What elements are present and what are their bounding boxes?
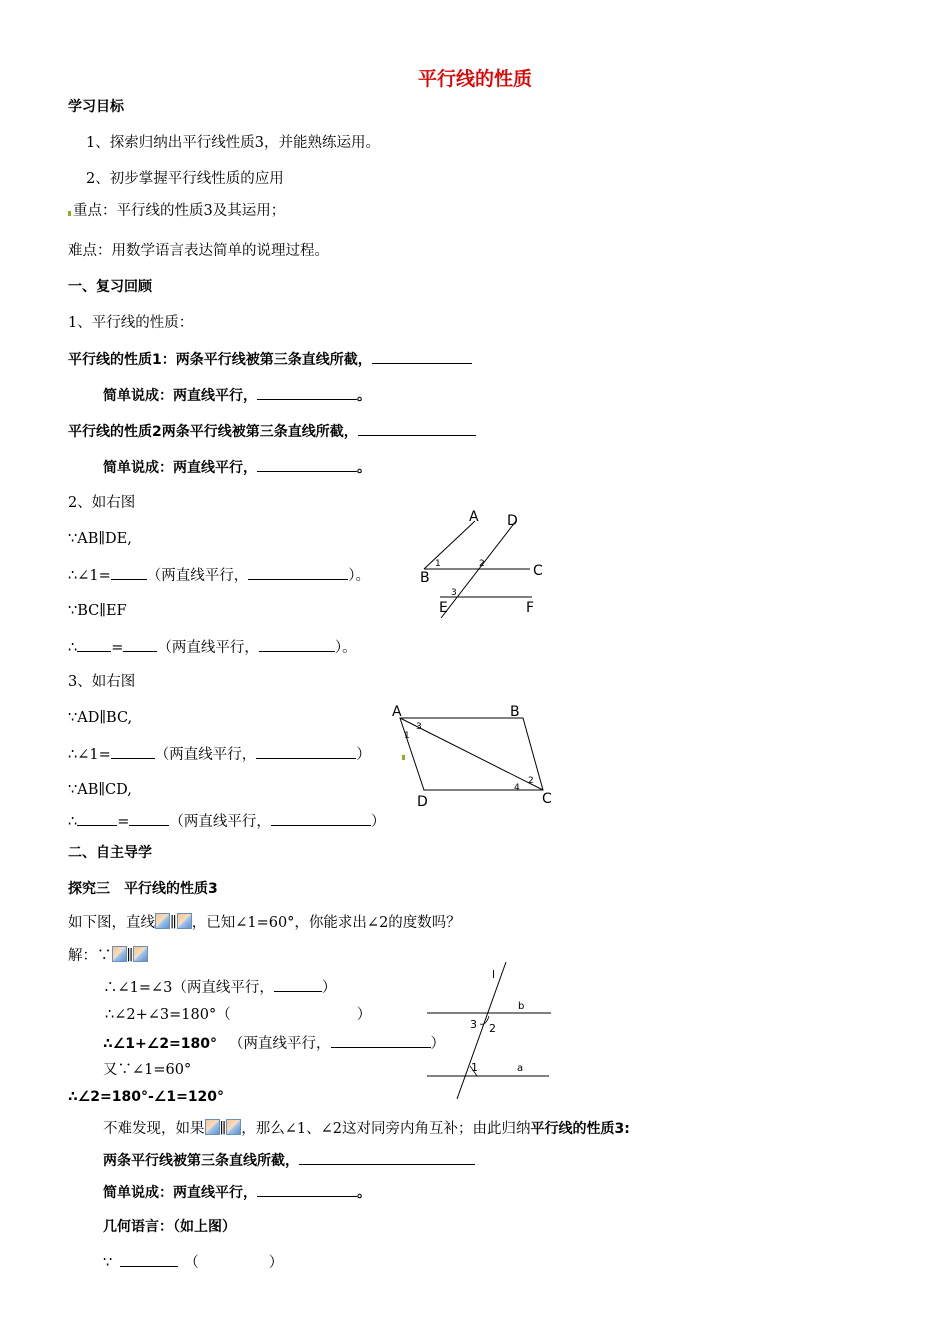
geometry-language: 几何语言：（如上图） (103, 1219, 236, 1235)
text: 解：∵ (68, 948, 112, 964)
text: （两直线平行， (169, 814, 271, 830)
answer-blank[interactable] (256, 744, 356, 759)
text: 平行线的性质3: (530, 1121, 630, 1137)
text: ，已知∠1=60°，你能求出∠2的度数吗？ (191, 915, 461, 931)
answer-blank[interactable] (120, 1252, 178, 1267)
line-a-image-icon (226, 1119, 241, 1135)
answer-blank[interactable] (257, 457, 357, 472)
text: ） (356, 747, 371, 763)
answer-blank[interactable] (129, 811, 169, 826)
label-c: C (542, 791, 552, 807)
text: （ (184, 1255, 199, 1271)
review-q3: 3、如右图 (68, 674, 136, 690)
angle-1: 1 (471, 1061, 478, 1074)
answer-blank[interactable] (257, 385, 357, 400)
answer-blank[interactable] (331, 1033, 431, 1048)
line-a-image-icon (177, 913, 192, 929)
label-b: B (420, 570, 430, 586)
text: ∴ (68, 640, 78, 656)
property-2-line (68, 421, 476, 442)
angle-3: 3 (451, 588, 457, 598)
text: ∵ (103, 1255, 113, 1271)
label-b: B (510, 704, 520, 720)
text: （两直线平行， (157, 640, 259, 656)
label-d: D (417, 794, 428, 810)
line-b-image-icon (112, 946, 127, 962)
line-b-image-icon (205, 1119, 220, 1135)
answer-blank[interactable] (259, 637, 335, 652)
step-5: ∴∠2=180°-∠1=120° (68, 1089, 225, 1105)
label-c: C (533, 563, 543, 579)
angle-2: 2 (479, 559, 485, 569)
text: ∴∠2+∠3=180°（ (105, 1007, 231, 1023)
text: ）。 (334, 640, 357, 656)
angle-1: 1 (404, 731, 410, 741)
text: 不难发现，如果 (103, 1121, 205, 1137)
figure-parallel-lines-1 (413, 506, 553, 618)
answer-blank[interactable] (111, 744, 155, 759)
text: ） (356, 1007, 372, 1023)
text: ） (321, 980, 337, 996)
text: ∴∠1= (68, 568, 111, 584)
text: ，那么∠1、∠2这对同旁内角互补；由此归纳 (241, 1121, 531, 1137)
text: ∴∠1= (68, 747, 111, 763)
answer-blank[interactable] (111, 565, 147, 580)
answer-blank[interactable] (358, 421, 476, 436)
solution-line (68, 946, 148, 966)
text: 两条平行线被第三条直线所截， (103, 1153, 299, 1169)
text: 简单说成：两直线平行， (103, 1185, 257, 1201)
q2-line-2 (68, 565, 370, 586)
q3-line-4 (68, 811, 385, 832)
label-l: l (492, 968, 496, 981)
angle-4: 4 (514, 783, 520, 793)
review-heading: 一、复习回顾 (68, 279, 152, 295)
figure-parallelogram (383, 696, 558, 814)
text: = (111, 640, 124, 656)
q3-line-1: ∵AD∥BC, (68, 710, 133, 726)
geometry-line (103, 1252, 283, 1273)
self-study-heading: 二、自主导学 (68, 845, 152, 861)
q2-line-4 (68, 637, 357, 658)
property-3-simple (103, 1182, 371, 1203)
answer-blank[interactable] (123, 637, 157, 652)
text: ）。 (348, 568, 370, 584)
line-ab (424, 521, 475, 569)
key-point: 重点：平行线的性质3及其运用； (73, 203, 286, 219)
text: ∴∠1=∠3（两直线平行， (103, 980, 274, 996)
angle-3: 3 (470, 1018, 477, 1031)
text: = (117, 814, 130, 830)
conclusion-line (103, 1119, 630, 1139)
property-1-line (68, 349, 472, 370)
label-e: E (439, 600, 448, 616)
page-title: 平行线的性质 (417, 68, 532, 90)
question-line (68, 913, 461, 933)
answer-blank[interactable] (77, 637, 111, 652)
property-3-line (103, 1150, 475, 1171)
q2-line-1: ∵AB∥DE, (68, 531, 132, 547)
label-d: D (507, 513, 518, 529)
label-b: b (518, 1001, 525, 1012)
text: ∴ (68, 814, 78, 830)
period: 。 (357, 388, 371, 404)
property-2-simple (103, 457, 371, 478)
property-1-text: 平行线的性质1：两条平行线被第三条直线所截， (68, 352, 372, 368)
text: ∥ (219, 1121, 227, 1137)
difficulty: 难点：用数学语言表达简单的说理过程。 (68, 243, 329, 259)
line-b-image-icon (155, 913, 170, 929)
text: （两直线平行， (229, 1036, 331, 1052)
answer-blank[interactable] (299, 1150, 475, 1165)
text: （两直线平行， (146, 568, 249, 584)
text: ∴∠1+∠2=180° (103, 1036, 218, 1052)
property-1-simple-text: 简单说成：两直线平行， (103, 388, 257, 404)
text: ） (430, 1036, 446, 1052)
text: ） (268, 1255, 284, 1271)
step-2 (105, 1005, 371, 1025)
answer-blank[interactable] (257, 1182, 357, 1197)
answer-blank[interactable] (77, 811, 117, 826)
line-l (457, 962, 506, 1099)
step-1 (103, 977, 336, 998)
review-q1: 1、平行线的性质： (68, 315, 194, 331)
q3-line-2 (68, 744, 371, 765)
objective-item-2: 2、初步掌握平行线性质的应用 (86, 171, 284, 187)
angle-1: 1 (435, 559, 441, 569)
figure-transversal (420, 958, 560, 1100)
answer-blank[interactable] (372, 349, 472, 364)
marker-dot (68, 211, 71, 216)
property-2-text: 平行线的性质2两条平行线被第三条直线所截， (68, 424, 358, 440)
period: 。 (357, 1185, 371, 1201)
q2-line-3: ∵BC∥EF (68, 603, 127, 619)
q3-line-3: ∵AB∥CD, (68, 782, 132, 798)
answer-blank[interactable] (271, 811, 371, 826)
text: 如下图，直线 (68, 915, 155, 931)
answer-blank[interactable] (248, 565, 348, 580)
text: （两直线平行， (154, 747, 257, 763)
objective-item-1: 1、探索归纳出平行线性质3，并能熟练运用。 (86, 135, 380, 151)
period: 。 (357, 460, 371, 476)
label-a: A (392, 704, 402, 720)
text: ∥ (170, 915, 177, 931)
objectives-heading: 学习目标 (68, 99, 124, 115)
angle-2: 2 (489, 1022, 496, 1035)
line-a-image-icon (133, 946, 148, 962)
text: ） (370, 814, 386, 830)
step-3 (103, 1033, 445, 1054)
step-4: 又∵∠1=60° (103, 1062, 192, 1078)
property-2-simple-text: 简单说成：两直线平行， (103, 460, 257, 476)
angle-2: 2 (528, 776, 534, 786)
angle-3: 3 (416, 722, 422, 732)
answer-blank[interactable] (274, 977, 322, 992)
label-a: A (469, 509, 479, 525)
label-f: F (526, 600, 535, 616)
review-q2: 2、如右图 (68, 495, 136, 511)
label-a: a (517, 1063, 524, 1074)
text: ∥ (126, 948, 134, 964)
property-1-simple (103, 385, 371, 406)
explore-heading: 探究三 平行线的性质3 (68, 881, 218, 897)
